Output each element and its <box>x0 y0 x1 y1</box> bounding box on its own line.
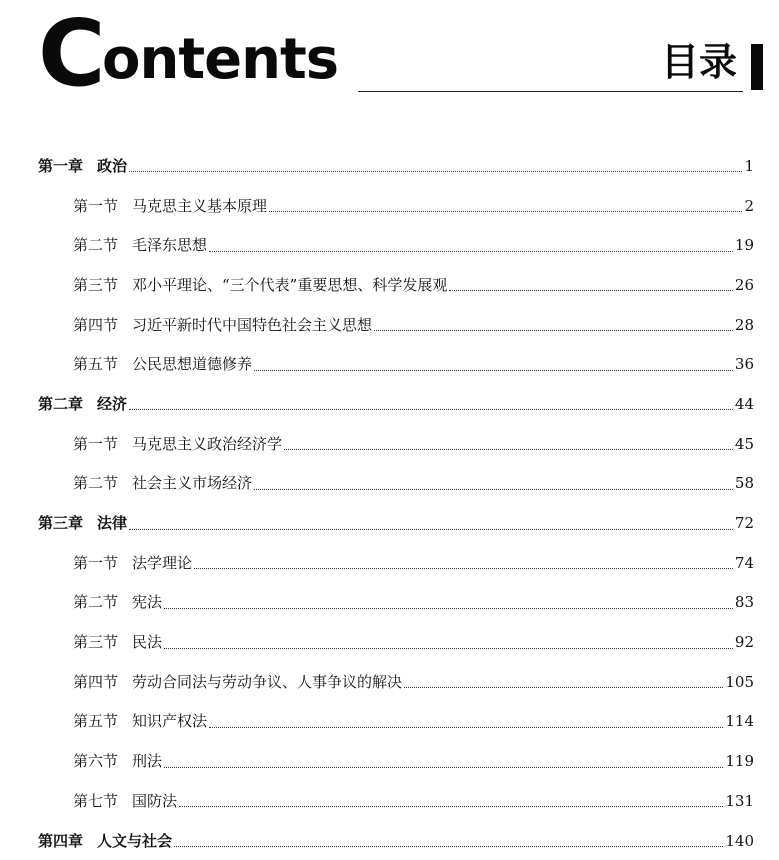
section-number: 第二节 <box>73 474 119 493</box>
dot-leader <box>164 608 733 609</box>
section-title: 劳动合同法与劳动争议、人事争议的解决 <box>132 672 403 691</box>
section-number: 第四节 <box>73 672 119 691</box>
toc-section-entry[interactable] <box>38 583 754 623</box>
section-number: 第二节 <box>73 593 119 612</box>
section-title: 邓小平理论、“三个代表”重要思想、科学发展观 <box>132 275 448 294</box>
header-divider <box>358 91 743 92</box>
toc-section-entry[interactable] <box>38 344 754 384</box>
toc-entry-label <box>73 553 192 573</box>
dot-leader <box>209 727 723 728</box>
dot-leader <box>449 290 733 291</box>
page-number: 74 <box>734 553 754 572</box>
section-title: 宪法 <box>132 593 163 612</box>
page-number: 44 <box>734 394 754 413</box>
section-number: 第五节 <box>73 712 119 731</box>
dot-leader <box>129 171 742 172</box>
page-number: 28 <box>734 315 754 334</box>
toc-section-entry[interactable] <box>38 781 754 821</box>
toc-entry-label <box>73 632 162 652</box>
page-number: 105 <box>725 672 754 691</box>
contents-logo-initial: C <box>38 0 104 107</box>
section-title: 习近平新时代中国特色社会主义思想 <box>132 315 373 334</box>
toc-entry-label <box>73 235 207 255</box>
page-title: 目录 <box>660 40 737 84</box>
dot-leader <box>164 648 733 649</box>
dot-leader <box>269 211 742 212</box>
chapter-title: 人文与社会 <box>97 831 173 850</box>
toc-entry-label <box>73 354 252 374</box>
dot-leader <box>254 370 733 371</box>
page-number: 58 <box>734 474 754 493</box>
section-title: 知识产权法 <box>132 712 208 731</box>
chapter-title: 政治 <box>97 156 128 175</box>
chapter-title: 经济 <box>97 394 128 413</box>
toc-chapter-entry[interactable] <box>38 821 754 860</box>
chapter-number: 第四章 <box>38 831 84 850</box>
dot-leader <box>404 687 723 688</box>
dot-leader <box>209 251 733 252</box>
chapter-number: 第二章 <box>38 394 84 413</box>
toc-section-entry[interactable] <box>38 543 754 583</box>
toc-entry-label <box>73 196 267 216</box>
section-number: 第四节 <box>73 315 119 334</box>
chapter-title: 法律 <box>97 514 128 533</box>
section-title: 国防法 <box>132 791 178 810</box>
section-number: 第二节 <box>73 236 119 255</box>
section-title: 毛泽东思想 <box>132 236 208 255</box>
chapter-number: 第三章 <box>38 514 84 533</box>
dot-leader <box>374 330 733 331</box>
toc-section-entry[interactable] <box>38 662 754 702</box>
contents-header <box>38 0 771 107</box>
toc-section-entry[interactable] <box>38 424 754 464</box>
page-number: 36 <box>734 355 754 374</box>
section-number: 第五节 <box>73 355 119 374</box>
page-number: 114 <box>725 712 754 731</box>
page-number: 1 <box>744 156 754 175</box>
page-number: 26 <box>734 275 754 294</box>
contents-logo-word: ontents <box>102 27 339 92</box>
toc-section-entry[interactable] <box>38 186 754 226</box>
page-number: 119 <box>725 752 754 771</box>
section-title: 马克思主义政治经济学 <box>132 434 283 453</box>
section-number: 第七节 <box>73 791 119 810</box>
toc-chapter-entry[interactable] <box>38 503 754 543</box>
page-number: 83 <box>734 593 754 612</box>
section-title: 刑法 <box>132 752 163 771</box>
toc-entry-label <box>38 513 127 533</box>
section-number: 第六节 <box>73 752 119 771</box>
toc-section-entry[interactable] <box>38 305 754 345</box>
toc-entry-label <box>73 592 162 612</box>
section-title: 法学理论 <box>132 553 193 572</box>
toc-section-entry[interactable] <box>38 702 754 742</box>
section-title: 公民思想道德修养 <box>132 355 253 374</box>
chapter-number: 第一章 <box>38 156 84 175</box>
page-number: 45 <box>734 434 754 453</box>
toc-section-entry[interactable] <box>38 741 754 781</box>
dot-leader <box>174 846 723 847</box>
section-title: 马克思主义基本原理 <box>132 196 268 215</box>
toc-section-entry[interactable] <box>38 265 754 305</box>
section-number: 第三节 <box>73 633 119 652</box>
section-number: 第一节 <box>73 434 119 453</box>
dot-leader <box>179 806 723 807</box>
toc-chapter-entry[interactable] <box>38 384 754 424</box>
dot-leader <box>164 767 723 768</box>
page-number: 19 <box>734 236 754 255</box>
section-number: 第一节 <box>73 553 119 572</box>
title-accent-bar <box>751 44 763 90</box>
page-number: 131 <box>725 791 754 810</box>
toc-entry-label <box>38 394 127 414</box>
section-number: 第一节 <box>73 196 119 215</box>
section-title: 民法 <box>132 633 163 652</box>
toc-section-entry[interactable] <box>38 622 754 662</box>
section-number: 第三节 <box>73 275 119 294</box>
page-number: 92 <box>734 633 754 652</box>
toc-entry-label <box>73 711 207 731</box>
dot-leader <box>194 568 733 569</box>
toc-section-entry[interactable] <box>38 225 754 265</box>
toc-entry-label <box>73 315 372 335</box>
toc-entry-label <box>38 831 172 851</box>
page-number: 2 <box>744 196 754 215</box>
page-number: 140 <box>725 831 754 850</box>
dot-leader <box>284 449 733 450</box>
toc-entry-label <box>73 791 177 811</box>
page-number: 72 <box>734 514 754 533</box>
section-title: 社会主义市场经济 <box>132 474 253 493</box>
toc-entry-label <box>73 434 282 454</box>
toc-entry-label <box>73 672 402 692</box>
toc-entry-label <box>38 156 127 176</box>
dot-leader <box>254 489 733 490</box>
toc-entry-label <box>73 473 252 493</box>
toc-entry-label <box>73 275 447 295</box>
toc-section-entry[interactable] <box>38 464 754 504</box>
toc-entry-label <box>73 751 162 771</box>
dot-leader <box>129 409 733 410</box>
dot-leader <box>129 529 733 530</box>
toc-chapter-entry[interactable] <box>38 146 754 186</box>
table-of-contents <box>38 146 754 860</box>
